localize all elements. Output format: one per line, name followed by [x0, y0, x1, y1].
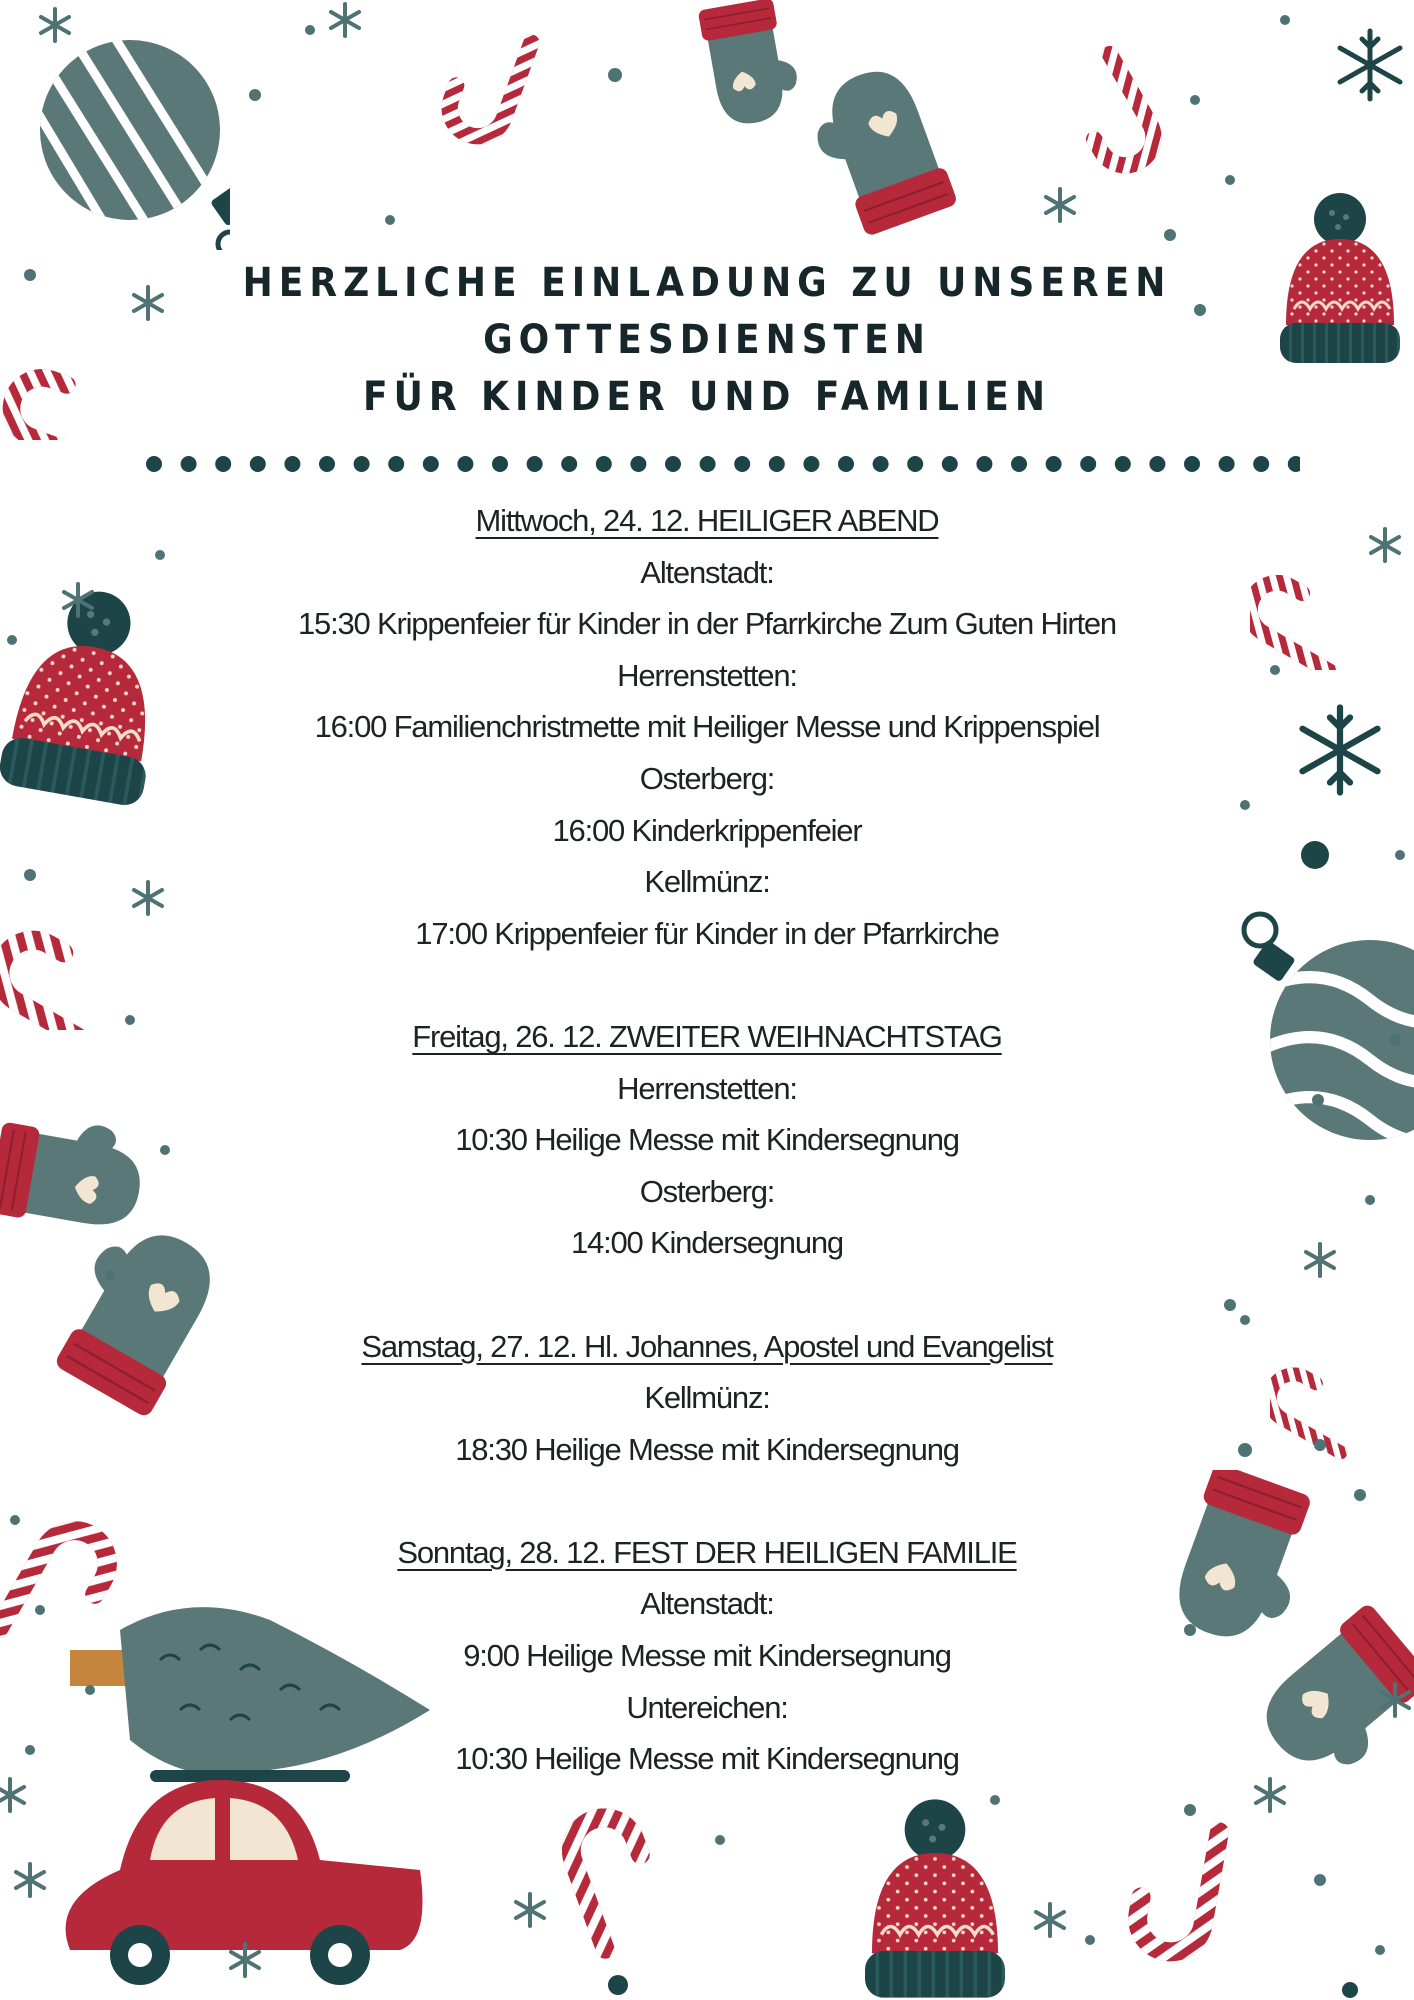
divider-dot	[354, 456, 370, 472]
divider-dot	[1080, 456, 1096, 472]
location-label: Osterberg:	[639, 760, 775, 796]
section-heading: Freitag, 26. 12. ZWEITER WEIHNACHTSTAG	[412, 1018, 1002, 1054]
location-label: Herrenstetten:	[617, 657, 797, 693]
service-entry: 16:00 Familienchristmette mit Heiliger Messe und Krippenspiel	[314, 709, 1100, 745]
divider-dot	[457, 456, 473, 472]
divider-dot	[769, 456, 785, 472]
divider-dot	[596, 456, 612, 472]
location-label: Altenstadt:	[640, 554, 774, 590]
divider-dot	[181, 456, 197, 472]
service-entry: 9:00 Heilige Messe mit Kindersegnung	[463, 1638, 951, 1674]
divider-dot	[492, 456, 508, 472]
divider-dot	[284, 456, 300, 472]
service-entry: 14:00 Kindersegnung	[571, 1225, 843, 1261]
service-entry: 10:30 Heilige Messe mit Kindersegnung	[455, 1741, 959, 1777]
divider-dot	[388, 456, 404, 472]
location-label: Untereichen:	[626, 1689, 788, 1725]
location-label: Kellmünz:	[644, 864, 770, 900]
location-label: Osterberg:	[639, 1173, 775, 1209]
dotted-divider	[140, 452, 1300, 476]
location-label: Kellmünz:	[644, 1380, 770, 1416]
divider-dot	[734, 456, 750, 472]
divider-dot	[146, 456, 162, 472]
divider-dot	[527, 456, 543, 472]
divider-dot	[665, 456, 681, 472]
divider-dot	[1011, 456, 1027, 472]
location-label: Herrenstetten:	[617, 1070, 797, 1106]
divider-dot	[942, 456, 958, 472]
divider-dot	[215, 456, 231, 472]
service-entry: 15:30 Krippenfeier für Kinder in der Pfarrkirche Zum Guten Hirten	[298, 606, 1116, 642]
section-christmas-eve	[230, 495, 1184, 959]
divider-dot	[1149, 456, 1165, 472]
divider-dot	[1288, 456, 1300, 472]
divider-dot	[976, 456, 992, 472]
divider-dot	[319, 456, 335, 472]
section-second-christmas-day	[230, 1011, 1184, 1269]
divider-dot	[1046, 456, 1062, 472]
divider-dot	[1184, 456, 1200, 472]
divider-dot	[803, 456, 819, 472]
title-line-3: FÜR KINDER UND FAMILIEN	[363, 374, 1051, 420]
service-entry: 17:00 Krippenfeier für Kinder in der Pfarrkirche	[415, 915, 999, 951]
divider-dot	[873, 456, 889, 472]
location-label: Altenstadt:	[640, 1586, 774, 1622]
divider-dot	[838, 456, 854, 472]
divider-dot	[250, 456, 266, 472]
divider-dot	[700, 456, 716, 472]
title-line-2: GOTTESDIENSTEN	[483, 317, 931, 363]
divider-dot	[1219, 456, 1235, 472]
divider-dot	[907, 456, 923, 472]
divider-dot	[1115, 456, 1131, 472]
service-entry: 18:30 Heilige Messe mit Kindersegnung	[455, 1431, 959, 1467]
divider-dot	[423, 456, 439, 472]
title-line-1: HERZLICHE EINLADUNG ZU UNSEREN	[242, 260, 1172, 306]
divider-dot	[630, 456, 646, 472]
service-entry: 16:00 Kinderkrippenfeier	[552, 812, 862, 848]
section-heading: Mittwoch, 24. 12. HEILIGER ABEND	[475, 503, 939, 538]
service-entry: 10:30 Heilige Messe mit Kindersegnung	[455, 1122, 959, 1158]
divider-dot	[561, 456, 577, 472]
section-heading: Samstag, 27. 12. Hl. Johannes, Apostel und Evangelist	[361, 1328, 1053, 1364]
divider-dot	[1253, 456, 1269, 472]
invitation-title	[200, 255, 1214, 426]
section-st-john	[230, 1321, 1184, 1476]
section-holy-family	[230, 1527, 1184, 1785]
section-heading: Sonntag, 28. 12. FEST DER HEILIGEN FAMILIE	[397, 1534, 1017, 1570]
schedule	[230, 495, 1184, 1785]
